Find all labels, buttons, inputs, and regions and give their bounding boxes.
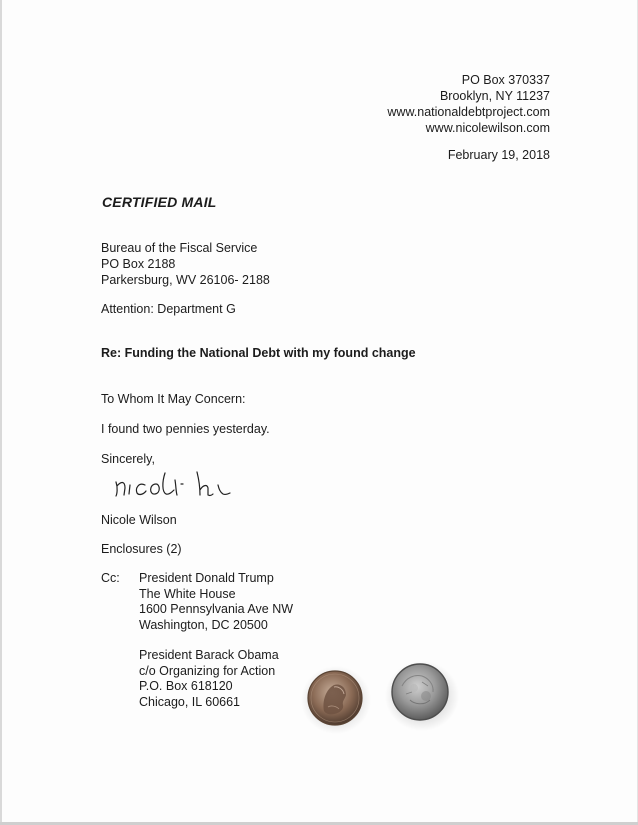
attention-line: Attention: Department G bbox=[101, 302, 236, 316]
page-edge bbox=[0, 0, 2, 825]
cc-label: Cc: bbox=[101, 571, 120, 585]
recipient-name: Bureau of the Fiscal Service bbox=[101, 241, 258, 255]
cc-recipient-line: 1600 Pennsylvania Ave NW bbox=[139, 602, 294, 616]
closing: Sincerely, bbox=[101, 452, 155, 466]
signer-name: Nicole Wilson bbox=[101, 513, 177, 527]
recipient-address bbox=[101, 240, 270, 288]
cc-list bbox=[139, 571, 293, 725]
sender-website: www.nicolewilson.com bbox=[425, 121, 550, 135]
penny-coin bbox=[300, 663, 372, 735]
letter-date: February 19, 2018 bbox=[447, 148, 550, 162]
penny-coin bbox=[384, 656, 460, 732]
cc-recipient-line: c/o Organizing for Action bbox=[139, 663, 276, 678]
sender-city: Brooklyn, NY 11237 bbox=[439, 89, 550, 103]
handwritten-signature bbox=[112, 468, 242, 498]
sender-address bbox=[387, 72, 550, 136]
cc-recipient-line: Chicago, IL 60661 bbox=[139, 694, 241, 709]
certified-mail-heading: CERTIFIED MAIL bbox=[102, 194, 217, 210]
letter-body: I found two pennies yesterday. bbox=[101, 422, 270, 436]
cc-recipient-line: The White House bbox=[139, 586, 236, 601]
cc-recipient-line: P.O. Box 618120 bbox=[139, 679, 233, 693]
cc-recipient-line: Washington, DC 20500 bbox=[139, 617, 268, 632]
sender-po-box: PO Box 370337 bbox=[461, 73, 550, 87]
cc-recipient-name: President Barack Obama bbox=[139, 648, 279, 662]
cc-recipient bbox=[139, 571, 293, 633]
sender-website: www.nationaldebtproject.com bbox=[387, 105, 550, 119]
recipient-po-box: PO Box 2188 bbox=[101, 257, 176, 271]
enclosures-note: Enclosures (2) bbox=[101, 542, 182, 556]
recipient-city: Parkersburg, WV 26106- 2188 bbox=[101, 273, 270, 287]
cc-recipient-name: President Donald Trump bbox=[139, 571, 274, 585]
cc-recipient bbox=[139, 648, 293, 710]
salutation: To Whom It May Concern: bbox=[101, 392, 246, 406]
subject-line: Re: Funding the National Debt with my found change bbox=[101, 346, 416, 360]
